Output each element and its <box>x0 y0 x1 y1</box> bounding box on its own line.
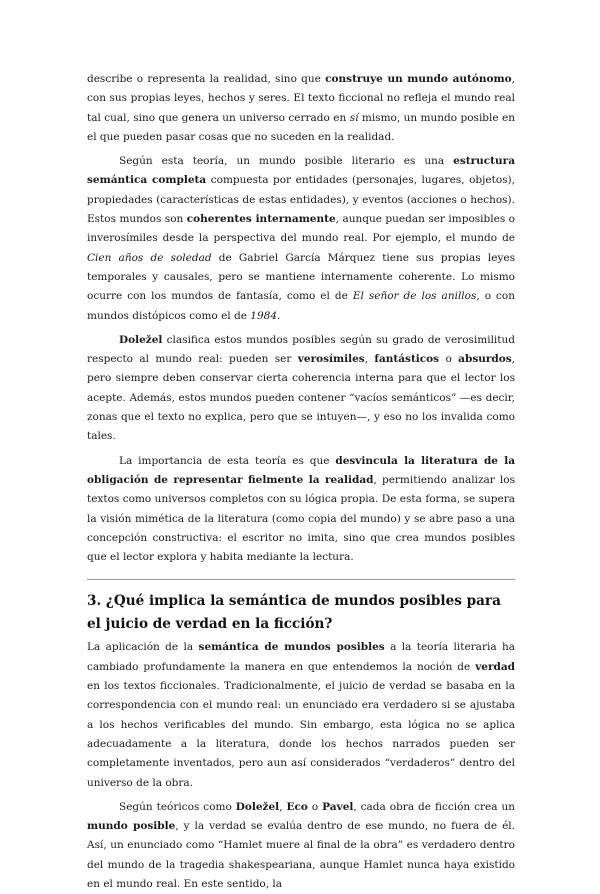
bold-phrase: absurdos <box>458 353 512 366</box>
author-name: Eco <box>286 800 308 813</box>
paragraph-1: describe o representa la realidad, sino que construye un mundo autónomo, con sus propias leyes, hechos y seres. El texto ficcional no refleja el mundo real tal cual, sino que genera un universo cerrado en sí mismo, un mundo posible en el que pueden pasar cosas que no suceden en la realidad. <box>87 73 515 143</box>
bold-phrase: fantásticos <box>374 353 440 366</box>
italic-word: sí <box>349 111 359 124</box>
paragraph-4: La importancia de esta teoría es que desvincula la literatura de la obligación de representar fielmente la realidad, permitiendo analizar los textos como universos completos con su lógica propia. De esta forma, se supera la visión mimética de la literatura (como copia del mundo) y se abre paso a una concepción constructiva: el escritor no imita, sino que crea mundos posibles que el lector explora y habita mediante la lectura. <box>87 454 515 564</box>
bold-phrase: verdad <box>475 660 515 673</box>
bold-phrase: mundo posible <box>87 820 176 833</box>
author-name: Doležel <box>235 800 280 813</box>
paragraph-5: La aplicación de la semántica de mundos posibles a la teoría literaria ha cambiado profundamente la manera en que entendemos la noción de verdad en los textos ficcionales. Tradicionalmente, el juicio de verdad se basaba en la correspondencia con el mundo real: un enunciado era verdadero si se ajustaba a los hechos verificables del mundo. Sin embargo, esta lógica no se aplica adecuadamente a la literatura, donde los hechos narrados pueden ser completamente inventados, pero aun así considerados “verdaderos” dentro del universo de la obra. <box>87 641 515 789</box>
paragraph-6: Según teóricos como Doležel, Eco o Pavel, cada obra de ficción crea un mundo posible, y la verdad se evalúa dentro de ese mundo, no fuera de él. Así, un enunciado como “Hamlet muere al final de la obra” es verdadero dentro del mundo de la tragedia shakespeariana, aunque Hamlet nunca haya existido en el mundo real. En este sentido, la <box>87 800 515 890</box>
paragraph-2: Según esta teoría, un mundo posible literario es una estructura semántica completa compuesta por entidades (personajes, lugares, objetos), propiedades (características de estas entidades), y eventos (acciones o hechos). Estos mundos son coherentes internamente, aunque puedan ser imposibles o inverosímiles desde la perspectiva del mundo real. Por ejemplo, el mundo de Cien años de soledad de Gabriel García Márquez tiene sus propias leyes temporales y causales, pero se mantiene internamente coherente. Lo mismo ocurre con los mundos de fantasía, como el de El señor de los anillos, o con mundos distópicos como el de 1984. <box>87 155 515 322</box>
book-title: El señor de los anillos <box>352 290 477 303</box>
section-divider <box>87 579 515 580</box>
bold-phrase: coherentes internamente <box>186 213 336 226</box>
bold-phrase: estructura semántica completa <box>87 155 515 187</box>
bold-phrase: desvincula la literatura de la obligación de representar fielmente la realidad <box>87 454 515 486</box>
author-name: Doležel <box>119 333 163 346</box>
book-title: 1984 <box>250 309 278 322</box>
bold-phrase: verosímiles <box>297 353 365 366</box>
author-name: Pavel <box>322 800 354 813</box>
bold-phrase: semántica de mundos posibles <box>198 641 385 654</box>
book-title: Cien años de soledad <box>87 251 212 264</box>
paragraph-3: Doležel clasifica estos mundos posibles según su grado de verosimilitud respecto al mundo real: pueden ser verosímiles, fantásticos o absurdos, pero siempre deben conservar cierta coherencia interna para que el lector los acepte. Además, estos mundos pueden contener “vacíos semánticos” —es decir, zonas que el texto no explica, pero que se intuyen—, y eso no los invalida como tales. <box>87 333 515 443</box>
bold-phrase: construye un mundo autónomo <box>325 73 512 85</box>
section-heading: 3. ¿Qué implica la semántica de mundos posibles para el juicio de verdad en la ficción? <box>87 593 501 633</box>
document-page <box>87 70 515 894</box>
